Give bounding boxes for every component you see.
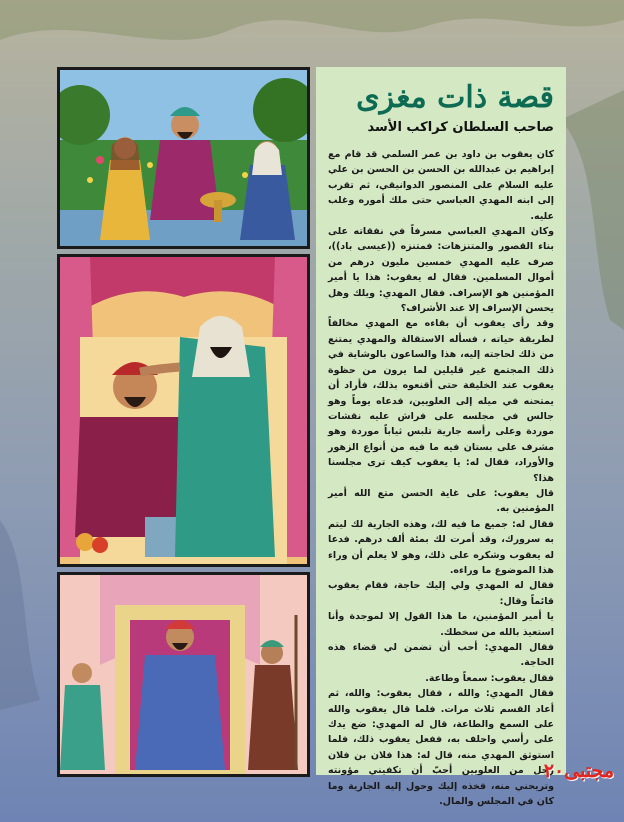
illustration-garden-scene	[57, 67, 310, 249]
article-body	[328, 147, 554, 809]
article-paragraph: وكان المهدي العباسي مسرفاً في نفقاته على بناء القصور والمتنزهات: فمتنزه ((عيسى باد))، صرف عليه المهدي خمسين مليون درهم من أموال المسلمين. فقال له يعقوب: هذا يا أمير المؤمنين هو الإسراف. فقال المهدي: ويلك وهل يحسن الإسراف إلا عند الأشراف؟	[328, 226, 554, 315]
article-paragraph: فقال له المهدي ولي إليك حاجة، فقام يعقوب قائماً وقال:	[328, 580, 554, 607]
article-panel	[316, 67, 566, 808]
article-subtitle: صاحب السلطان كراكب الأسد	[367, 120, 554, 135]
illustration-throne-scene	[57, 572, 310, 777]
illustration-oath-scene	[57, 254, 310, 567]
article-paragraph: قال يعقوب: على غاية الحسن متع الله أمير المؤمنين به.	[328, 487, 554, 515]
article-paragraph: فقال المهدي: والله ، فقال يعقوب: والله، ثم أعاد القسم ثلاث مرات. فلما قال يعقوب والله على السمع والطاعة، قال له المهدي: ضع يدك على رأسي واحلف به، ففعل يعقوب ذلك، فلما استوثق المهدي منه، قال له: هذا فلان بن فلان رجل من العلويين أحبّ أن تكفيني مؤونته وتريحني منه، فخذه إليك وحول إليه الجارية وما كان في المجلس والمال.	[328, 688, 554, 808]
article-title: قصة ذات مغزى	[356, 80, 554, 115]
article-paragraph: فقال له: جميع ما فيه لك، وهذه الجارية لك ليتم به سرورك، وقد أمرت لك بمئة ألف درهم. فدعا له يعقوب وشكره على ذلك، وهو لا يعلم أن وراء هذا الموضوع ما وراءه.	[328, 518, 554, 576]
magazine-logo: مجتبى٢٠	[543, 760, 614, 782]
article-paragraph: كان يعقوب بن داود بن عمر السلمي قد قام مع إبراهيم بن عبدالله بن الحسن بن الحسن بن علي عليه السلام على المنصور الدوانيقي، ثم تقرب إلى ابنه المهدي العباسي حتى ملك أموره وغلب عليه.	[328, 149, 554, 222]
article-paragraph: يا أمير المؤمنين، ما هذا القول إلا لموجدة وأنا استعيذ بالله من سخطك.	[328, 611, 554, 638]
article-paragraph: فقال المهدي: أحب أن تضمن لي قضاء هذه الحاجة.	[328, 642, 554, 669]
article-paragraph: وقد رأى يعقوب أن بقاءه مع المهدي مخالفاً لطريقة حياته ، فسأله الاستقالة والمهدي يمتنع من ذلك لحاجته إليه، هذا والساعون بالوشاية في ذلك المجتمع غير قليلين لما يرون من حظوة يعقوب عند الخليفة حتى أقنعوه بذلك، فأراد أن يمتحنه في ميله إلى العلويين، فدعاه يوماً وهو جالس في مجلسه على فراش عليه نقشات موردة وعلى رأسه جارية تلبس ثياباً موردة وهو مشرف على بستان فيه ما فيه من أنواع الزهور والأوراد، فقال له: يا يعقوب كيف ترى مجلسنا هذا؟	[328, 318, 554, 484]
article-paragraph: فقال يعقوب: سمعاً وطاعة.	[425, 672, 554, 684]
